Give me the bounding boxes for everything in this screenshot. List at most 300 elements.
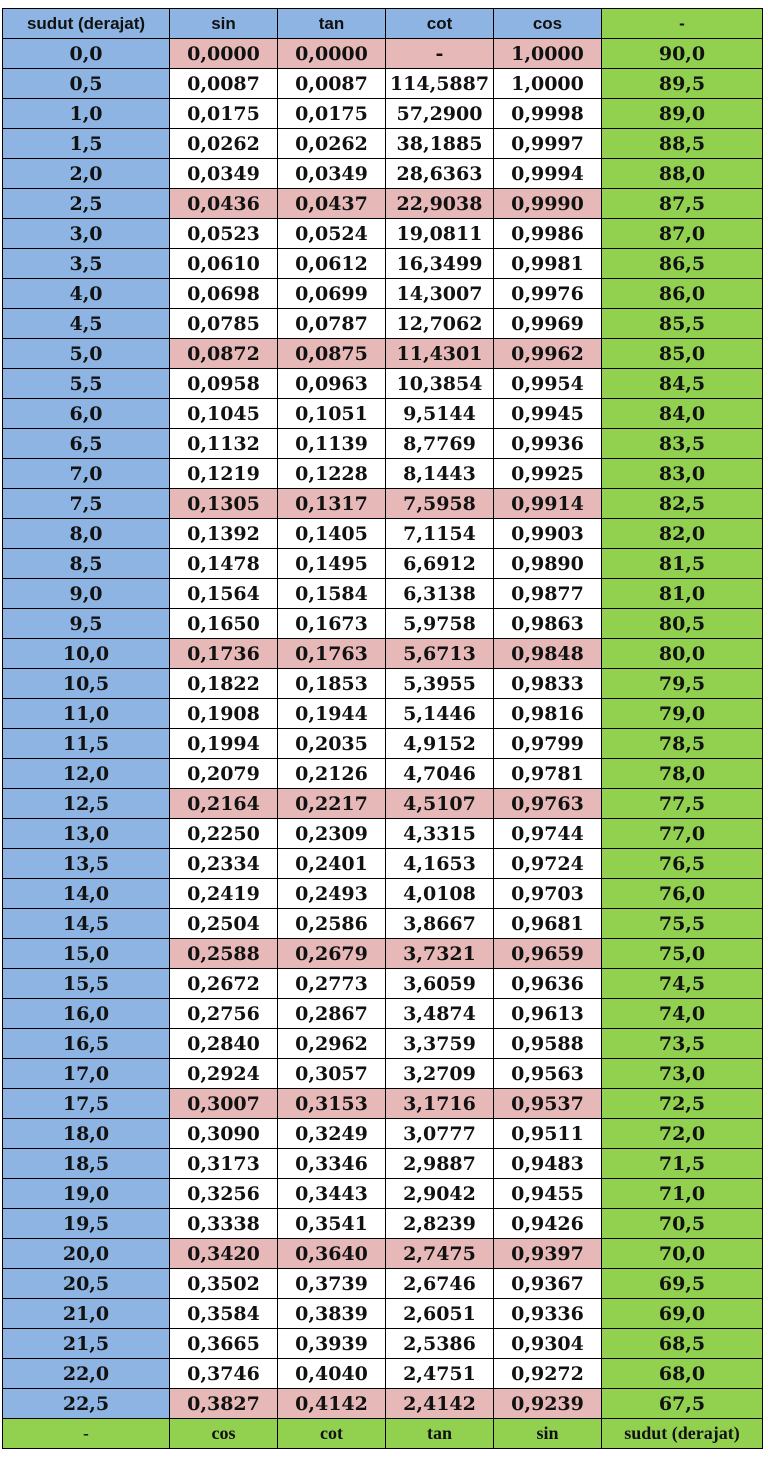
complement-cell: 80,0: [602, 639, 763, 669]
tan-cell: 0,0175: [278, 99, 386, 129]
tan-cell: 0,0612: [278, 249, 386, 279]
sin-cell: 0,2840: [170, 1029, 278, 1059]
complement-cell: 68,5: [602, 1329, 763, 1359]
angle-cell: 22,0: [3, 1359, 170, 1389]
sin-cell: 0,2924: [170, 1059, 278, 1089]
complement-cell: 80,5: [602, 609, 763, 639]
angle-cell: 1,5: [3, 129, 170, 159]
angle-cell: 7,5: [3, 489, 170, 519]
table-row: [3, 1149, 763, 1179]
tan-cell: 0,1139: [278, 429, 386, 459]
header-sin: sin: [170, 9, 278, 39]
cos-cell: 0,9997: [494, 129, 602, 159]
cot-cell: 19,0811: [386, 219, 494, 249]
header-angle: sudut (derajat): [3, 9, 170, 39]
angle-cell: 19,5: [3, 1209, 170, 1239]
cot-cell: 5,9758: [386, 609, 494, 639]
cos-cell: 0,9336: [494, 1299, 602, 1329]
table-row: [3, 1029, 763, 1059]
complement-cell: 77,5: [602, 789, 763, 819]
complement-cell: 78,5: [602, 729, 763, 759]
angle-cell: 10,0: [3, 639, 170, 669]
footer-angle: sudut (derajat): [602, 1419, 763, 1449]
tan-cell: 0,3640: [278, 1239, 386, 1269]
cot-cell: 4,7046: [386, 759, 494, 789]
table-row: [3, 309, 763, 339]
cos-cell: 0,9976: [494, 279, 602, 309]
tan-cell: 0,3739: [278, 1269, 386, 1299]
tan-cell: 0,2586: [278, 909, 386, 939]
sin-cell: 0,1564: [170, 579, 278, 609]
complement-cell: 79,5: [602, 669, 763, 699]
sin-cell: 0,0436: [170, 189, 278, 219]
tan-cell: 0,1317: [278, 489, 386, 519]
tan-cell: 0,2962: [278, 1029, 386, 1059]
complement-cell: 82,0: [602, 519, 763, 549]
footer-cot: cot: [278, 1419, 386, 1449]
tan-cell: 0,1405: [278, 519, 386, 549]
tan-cell: 0,2773: [278, 969, 386, 999]
cos-cell: 0,9890: [494, 549, 602, 579]
complement-cell: 89,0: [602, 99, 763, 129]
cos-cell: 0,9455: [494, 1179, 602, 1209]
angle-cell: 5,5: [3, 369, 170, 399]
table-row: [3, 939, 763, 969]
angle-cell: 20,5: [3, 1269, 170, 1299]
cot-cell: 3,4874: [386, 999, 494, 1029]
complement-cell: 88,0: [602, 159, 763, 189]
cos-cell: 0,9763: [494, 789, 602, 819]
complement-cell: 70,0: [602, 1239, 763, 1269]
sin-cell: 0,0175: [170, 99, 278, 129]
complement-cell: 81,0: [602, 579, 763, 609]
complement-cell: 88,5: [602, 129, 763, 159]
cot-cell: 6,6912: [386, 549, 494, 579]
complement-cell: 75,0: [602, 939, 763, 969]
angle-cell: 18,5: [3, 1149, 170, 1179]
cos-cell: 0,9703: [494, 879, 602, 909]
sin-cell: 0,3502: [170, 1269, 278, 1299]
cot-cell: 57,2900: [386, 99, 494, 129]
tan-cell: 0,3153: [278, 1089, 386, 1119]
table-row: [3, 1389, 763, 1419]
cos-cell: 0,9990: [494, 189, 602, 219]
table-row: [3, 1239, 763, 1269]
sin-cell: 0,2164: [170, 789, 278, 819]
table-row: [3, 909, 763, 939]
tan-cell: 0,2309: [278, 819, 386, 849]
complement-cell: 85,0: [602, 339, 763, 369]
sin-cell: 0,0785: [170, 309, 278, 339]
cos-cell: 0,9781: [494, 759, 602, 789]
cot-cell: 4,3315: [386, 819, 494, 849]
table-row: [3, 399, 763, 429]
table-row: [3, 279, 763, 309]
cot-cell: 4,5107: [386, 789, 494, 819]
cos-cell: 0,9945: [494, 399, 602, 429]
table-row: [3, 369, 763, 399]
complement-cell: 85,5: [602, 309, 763, 339]
sin-cell: 0,2079: [170, 759, 278, 789]
tan-cell: 0,0437: [278, 189, 386, 219]
cot-cell: 14,3007: [386, 279, 494, 309]
tan-cell: 0,1495: [278, 549, 386, 579]
cot-cell: 2,9887: [386, 1149, 494, 1179]
table-row: [3, 69, 763, 99]
cot-cell: 22,9038: [386, 189, 494, 219]
sin-cell: 0,1650: [170, 609, 278, 639]
complement-cell: 75,5: [602, 909, 763, 939]
tan-cell: 0,4142: [278, 1389, 386, 1419]
table-row: [3, 1119, 763, 1149]
table-row: [3, 1089, 763, 1119]
sin-cell: 0,1478: [170, 549, 278, 579]
cot-cell: 2,5386: [386, 1329, 494, 1359]
sin-cell: 0,0698: [170, 279, 278, 309]
angle-cell: 1,0: [3, 99, 170, 129]
cos-cell: 0,9304: [494, 1329, 602, 1359]
cot-cell: 5,6713: [386, 639, 494, 669]
tan-cell: 0,2867: [278, 999, 386, 1029]
angle-cell: 19,0: [3, 1179, 170, 1209]
table-row: [3, 219, 763, 249]
cos-cell: 0,9636: [494, 969, 602, 999]
cos-cell: 0,9936: [494, 429, 602, 459]
angle-cell: 9,5: [3, 609, 170, 639]
angle-cell: 6,5: [3, 429, 170, 459]
table-row: [3, 1299, 763, 1329]
angle-cell: 13,5: [3, 849, 170, 879]
sin-cell: 0,1132: [170, 429, 278, 459]
cot-cell: 2,7475: [386, 1239, 494, 1269]
cot-cell: 12,7062: [386, 309, 494, 339]
angle-cell: 12,0: [3, 759, 170, 789]
angle-cell: 0,5: [3, 69, 170, 99]
cos-cell: 0,9483: [494, 1149, 602, 1179]
table-row: [3, 1059, 763, 1089]
tan-cell: 0,2035: [278, 729, 386, 759]
sin-cell: 0,3665: [170, 1329, 278, 1359]
angle-cell: 11,0: [3, 699, 170, 729]
cot-cell: 6,3138: [386, 579, 494, 609]
table-row: [3, 699, 763, 729]
angle-cell: 15,0: [3, 939, 170, 969]
cot-cell: 38,1885: [386, 129, 494, 159]
complement-cell: 87,5: [602, 189, 763, 219]
tan-cell: 0,0787: [278, 309, 386, 339]
header-cos: cos: [494, 9, 602, 39]
header-tan: tan: [278, 9, 386, 39]
complement-cell: 71,0: [602, 1179, 763, 1209]
cos-cell: 0,9659: [494, 939, 602, 969]
cot-cell: 4,1653: [386, 849, 494, 879]
cos-cell: 0,9744: [494, 819, 602, 849]
table-row: [3, 729, 763, 759]
footer-row: [3, 1419, 763, 1449]
table-row: [3, 1359, 763, 1389]
tan-cell: 0,2401: [278, 849, 386, 879]
tan-cell: 0,2679: [278, 939, 386, 969]
complement-cell: 68,0: [602, 1359, 763, 1389]
angle-cell: 8,5: [3, 549, 170, 579]
complement-cell: 84,5: [602, 369, 763, 399]
angle-cell: 3,0: [3, 219, 170, 249]
complement-cell: 89,5: [602, 69, 763, 99]
cot-cell: 2,4142: [386, 1389, 494, 1419]
cot-cell: 4,9152: [386, 729, 494, 759]
sin-cell: 0,3090: [170, 1119, 278, 1149]
cot-cell: 2,6051: [386, 1299, 494, 1329]
table-row: [3, 519, 763, 549]
table-row: [3, 609, 763, 639]
tan-cell: 0,3443: [278, 1179, 386, 1209]
table-row: [3, 339, 763, 369]
angle-cell: 7,0: [3, 459, 170, 489]
complement-cell: 84,0: [602, 399, 763, 429]
tan-cell: 0,0699: [278, 279, 386, 309]
angle-cell: 22,5: [3, 1389, 170, 1419]
complement-cell: 81,5: [602, 549, 763, 579]
cos-cell: 0,9397: [494, 1239, 602, 1269]
cot-cell: 2,4751: [386, 1359, 494, 1389]
sin-cell: 0,0000: [170, 39, 278, 69]
complement-cell: 76,5: [602, 849, 763, 879]
tan-cell: 0,3839: [278, 1299, 386, 1329]
sin-cell: 0,0610: [170, 249, 278, 279]
tan-cell: 0,1584: [278, 579, 386, 609]
sin-cell: 0,1045: [170, 399, 278, 429]
complement-cell: 70,5: [602, 1209, 763, 1239]
cos-cell: 0,9563: [494, 1059, 602, 1089]
angle-cell: 10,5: [3, 669, 170, 699]
angle-cell: 17,5: [3, 1089, 170, 1119]
sin-cell: 0,0087: [170, 69, 278, 99]
tan-cell: 0,1673: [278, 609, 386, 639]
sin-cell: 0,1908: [170, 699, 278, 729]
cot-cell: 3,0777: [386, 1119, 494, 1149]
complement-cell: 74,0: [602, 999, 763, 1029]
complement-cell: 78,0: [602, 759, 763, 789]
table-row: [3, 249, 763, 279]
tan-cell: 0,3541: [278, 1209, 386, 1239]
cos-cell: 0,9613: [494, 999, 602, 1029]
complement-cell: 86,0: [602, 279, 763, 309]
tan-cell: 0,0963: [278, 369, 386, 399]
header-cot: cot: [386, 9, 494, 39]
angle-cell: 4,5: [3, 309, 170, 339]
tan-cell: 0,1944: [278, 699, 386, 729]
angle-cell: 16,0: [3, 999, 170, 1029]
cot-cell: 10,3854: [386, 369, 494, 399]
tan-cell: 0,0524: [278, 219, 386, 249]
cos-cell: 0,9981: [494, 249, 602, 279]
table-row: [3, 549, 763, 579]
cos-cell: 0,9986: [494, 219, 602, 249]
sin-cell: 0,3256: [170, 1179, 278, 1209]
cot-cell: -: [386, 39, 494, 69]
complement-cell: 87,0: [602, 219, 763, 249]
angle-cell: 2,5: [3, 189, 170, 219]
table-row: [3, 459, 763, 489]
sin-cell: 0,2756: [170, 999, 278, 1029]
tan-cell: 0,4040: [278, 1359, 386, 1389]
table-row: [3, 639, 763, 669]
sin-cell: 0,1392: [170, 519, 278, 549]
complement-cell: 74,5: [602, 969, 763, 999]
cot-cell: 2,8239: [386, 1209, 494, 1239]
header-row: [3, 9, 763, 39]
sin-cell: 0,1994: [170, 729, 278, 759]
complement-cell: 67,5: [602, 1389, 763, 1419]
footer-cos: cos: [170, 1419, 278, 1449]
cos-cell: 0,9954: [494, 369, 602, 399]
sin-cell: 0,1219: [170, 459, 278, 489]
sin-cell: 0,3746: [170, 1359, 278, 1389]
table-row: [3, 1179, 763, 1209]
sin-cell: 0,0872: [170, 339, 278, 369]
header-complement: -: [602, 9, 763, 39]
table-row: [3, 189, 763, 219]
cos-cell: 1,0000: [494, 39, 602, 69]
sin-cell: 0,2419: [170, 879, 278, 909]
angle-cell: 8,0: [3, 519, 170, 549]
cos-cell: 0,9994: [494, 159, 602, 189]
angle-cell: 18,0: [3, 1119, 170, 1149]
sin-cell: 0,3420: [170, 1239, 278, 1269]
sin-cell: 0,3173: [170, 1149, 278, 1179]
complement-cell: 73,5: [602, 1029, 763, 1059]
cos-cell: 0,9914: [494, 489, 602, 519]
cot-cell: 2,6746: [386, 1269, 494, 1299]
angle-cell: 11,5: [3, 729, 170, 759]
complement-cell: 69,5: [602, 1269, 763, 1299]
complement-cell: 86,5: [602, 249, 763, 279]
cot-cell: 5,1446: [386, 699, 494, 729]
table-row: [3, 159, 763, 189]
tan-cell: 0,0875: [278, 339, 386, 369]
cos-cell: 0,9925: [494, 459, 602, 489]
cos-cell: 0,9511: [494, 1119, 602, 1149]
complement-cell: 79,0: [602, 699, 763, 729]
angle-cell: 16,5: [3, 1029, 170, 1059]
table-row: [3, 789, 763, 819]
sin-cell: 0,1305: [170, 489, 278, 519]
cot-cell: 2,9042: [386, 1179, 494, 1209]
sin-cell: 0,3007: [170, 1089, 278, 1119]
table-row: [3, 489, 763, 519]
angle-cell: 20,0: [3, 1239, 170, 1269]
angle-cell: 3,5: [3, 249, 170, 279]
complement-cell: 90,0: [602, 39, 763, 69]
angle-cell: 6,0: [3, 399, 170, 429]
sin-cell: 0,2588: [170, 939, 278, 969]
sin-cell: 0,0523: [170, 219, 278, 249]
sin-cell: 0,0349: [170, 159, 278, 189]
tan-cell: 0,2217: [278, 789, 386, 819]
tan-cell: 0,3057: [278, 1059, 386, 1089]
angle-cell: 5,0: [3, 339, 170, 369]
cos-cell: 0,9239: [494, 1389, 602, 1419]
cot-cell: 3,3759: [386, 1029, 494, 1059]
cot-cell: 4,0108: [386, 879, 494, 909]
cos-cell: 0,9799: [494, 729, 602, 759]
tan-cell: 0,3346: [278, 1149, 386, 1179]
table-row: [3, 849, 763, 879]
tan-cell: 0,1228: [278, 459, 386, 489]
complement-cell: 83,0: [602, 459, 763, 489]
cos-cell: 0,9848: [494, 639, 602, 669]
cos-cell: 0,9833: [494, 669, 602, 699]
tan-cell: 0,1763: [278, 639, 386, 669]
complement-cell: 71,5: [602, 1149, 763, 1179]
complement-cell: 72,5: [602, 1089, 763, 1119]
tan-cell: 0,3249: [278, 1119, 386, 1149]
angle-cell: 21,0: [3, 1299, 170, 1329]
cot-cell: 8,7769: [386, 429, 494, 459]
angle-cell: 14,5: [3, 909, 170, 939]
angle-cell: 4,0: [3, 279, 170, 309]
table-row: [3, 1269, 763, 1299]
cos-cell: 1,0000: [494, 69, 602, 99]
cot-cell: 3,1716: [386, 1089, 494, 1119]
cot-cell: 11,4301: [386, 339, 494, 369]
sin-cell: 0,2334: [170, 849, 278, 879]
complement-cell: 69,0: [602, 1299, 763, 1329]
tan-cell: 0,3939: [278, 1329, 386, 1359]
cos-cell: 0,9272: [494, 1359, 602, 1389]
table-row: [3, 669, 763, 699]
tan-cell: 0,0262: [278, 129, 386, 159]
table-row: [3, 129, 763, 159]
complement-cell: 83,5: [602, 429, 763, 459]
table-row: [3, 1329, 763, 1359]
cos-cell: 0,9998: [494, 99, 602, 129]
cos-cell: 0,9816: [494, 699, 602, 729]
table-row: [3, 999, 763, 1029]
cot-cell: 3,7321: [386, 939, 494, 969]
angle-cell: 17,0: [3, 1059, 170, 1089]
cos-cell: 0,9426: [494, 1209, 602, 1239]
cos-cell: 0,9863: [494, 609, 602, 639]
table-row: [3, 1209, 763, 1239]
sin-cell: 0,3827: [170, 1389, 278, 1419]
cot-cell: 28,6363: [386, 159, 494, 189]
angle-cell: 0,0: [3, 39, 170, 69]
cot-cell: 7,5958: [386, 489, 494, 519]
cot-cell: 16,3499: [386, 249, 494, 279]
sin-cell: 0,1822: [170, 669, 278, 699]
table-row: [3, 819, 763, 849]
table-row: [3, 429, 763, 459]
tan-cell: 0,0087: [278, 69, 386, 99]
cot-cell: 3,8667: [386, 909, 494, 939]
footer-sin: sin: [494, 1419, 602, 1449]
angle-cell: 13,0: [3, 819, 170, 849]
footer-tan: tan: [386, 1419, 494, 1449]
sin-cell: 0,2672: [170, 969, 278, 999]
complement-cell: 82,5: [602, 489, 763, 519]
footer-complement: -: [3, 1419, 170, 1449]
tan-cell: 0,1051: [278, 399, 386, 429]
angle-cell: 14,0: [3, 879, 170, 909]
table-row: [3, 579, 763, 609]
complement-cell: 72,0: [602, 1119, 763, 1149]
sin-cell: 0,1736: [170, 639, 278, 669]
table-row: [3, 99, 763, 129]
cos-cell: 0,9962: [494, 339, 602, 369]
cos-cell: 0,9877: [494, 579, 602, 609]
trig-table: [2, 8, 763, 1449]
